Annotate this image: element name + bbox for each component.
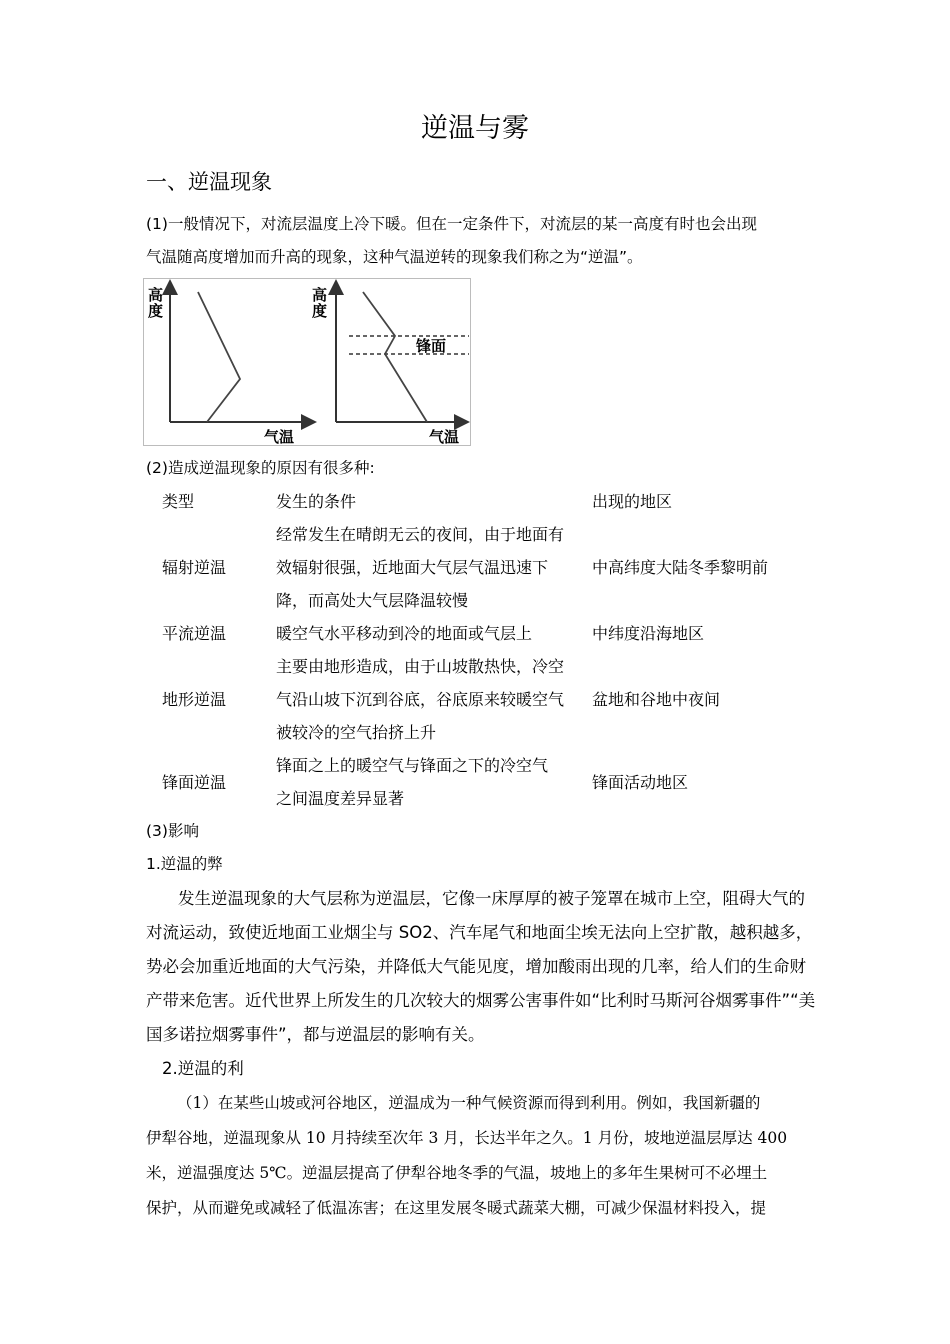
section-heading: 一、逆温现象: [146, 170, 272, 194]
paragraph-line: 伊犁谷地，逆温现象从 10 月持续至次年 3 月，长达半年之久。1 月份，坡地逆温层厚达 400: [146, 1129, 788, 1147]
paragraph-line: 势必会加重近地面的大气污染，并降低大气能见度，增加酸雨出现的几率，给人们的生命财: [146, 957, 806, 976]
subheading: 2.逆温的利: [162, 1059, 244, 1078]
table-row-condition: 锋面之上的暖空气与锋面之下的冷空气: [276, 756, 549, 775]
table-row-type: 地形逆温: [162, 690, 227, 709]
inversion-diagram: [143, 278, 471, 446]
paragraph-line: 气温随高度增加而升高的现象，这种气温逆转的现象我们称之为“逆温”。: [146, 248, 643, 266]
left-ylabel-2: 度: [148, 302, 164, 320]
right-ylabel-1: 高: [312, 286, 328, 304]
table-row-condition: 降，而高处大气层降温较慢: [276, 591, 469, 610]
diagram-svg: [144, 279, 470, 445]
paragraph-line: 发生逆温现象的大气层称为逆温层，它像一床厚厚的被子笼罩在城市上空，阻碍大气的: [178, 889, 805, 908]
left-ylabel-1: 高: [148, 286, 164, 304]
table-row-area: 盆地和谷地中夜间: [592, 690, 721, 709]
table-row-type: 平流逆温: [162, 624, 227, 643]
paragraph-line: (1)一般情况下，对流层温度上冷下暖。但在一定条件下，对流层的某一高度有时也会出现: [146, 215, 757, 233]
paragraph-line: （1）在某些山坡或河谷地区，逆温成为一种气候资源而得到利用。例如，我国新疆的: [177, 1094, 761, 1112]
paragraph-line: 保护，从而避免或减轻了低温冻害；在这里发展冬暖式蔬菜大棚，可减少保温材料投入，提: [146, 1199, 767, 1217]
table-row-area: 锋面活动地区: [592, 773, 689, 792]
table-row-area: 中高纬度大陆冬季黎明前: [592, 558, 769, 577]
paragraph-line: 国多诺拉烟雾事件”，都与逆温层的影响有关。: [146, 1025, 485, 1044]
table-header-area: 出现的地区: [592, 492, 673, 511]
right-temperature-curve: [363, 292, 427, 422]
subheading: 1.逆温的弊: [146, 855, 223, 873]
paragraph-line: 对流运动，致使近地面工业烟尘与 SO2、汽车尾气和地面尘埃无法向上空扩散，越积越多，: [146, 923, 813, 942]
table-row-condition: 之间温度差异显著: [276, 789, 405, 808]
table-header-type: 类型: [162, 492, 195, 511]
table-row-area: 中纬度沿海地区: [592, 624, 705, 643]
table-row-condition: 被较冷的空气抬挤上升: [276, 723, 437, 742]
left-xlabel: 气温: [264, 428, 295, 445]
paragraph-line: 产带来危害。近代世界上所发生的几次较大的烟雾公害事件如“比利时马斯河谷烟雾事件”“美: [146, 991, 816, 1010]
page-title: 逆温与雾: [421, 113, 529, 144]
paragraph-line: 米，逆温强度达 5℃。逆温层提高了伊犁谷地冬季的气温，坡地上的多年生果树可不必埋土: [146, 1164, 768, 1182]
table-header-condition: 发生的条件: [276, 492, 357, 511]
table-row-condition: 气沿山坡下沉到谷底，谷底原来较暖空气: [276, 690, 565, 709]
table-row-condition: 效辐射很强，近地面大气层气温迅速下: [276, 558, 549, 577]
table-row-condition: 主要由地形造成，由于山坡散热快，冷空: [276, 657, 565, 676]
table-row-type: 锋面逆温: [162, 773, 227, 792]
table-row-condition: 暖空气水平移动到冷的地面或气层上: [276, 624, 533, 643]
paragraph-line: (2)造成逆温现象的原因有很多种:: [146, 459, 375, 477]
left-temperature-curve: [198, 292, 240, 422]
right-xlabel: 气温: [429, 428, 460, 445]
table-row-type: 辐射逆温: [162, 558, 227, 577]
table-row-condition: 经常发生在晴朗无云的夜间，由于地面有: [276, 525, 565, 544]
front-label: 锋面: [416, 337, 447, 355]
paragraph-line: (3)影响: [146, 822, 199, 840]
right-ylabel-2: 度: [312, 302, 328, 320]
